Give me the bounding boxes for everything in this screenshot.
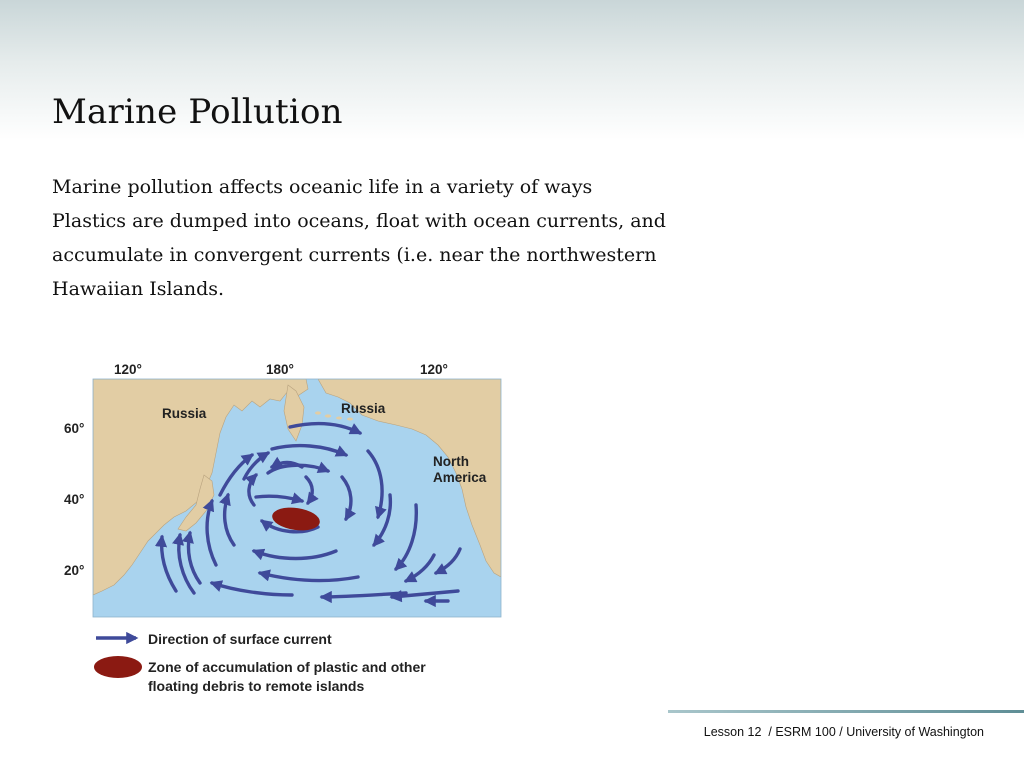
legend-current-label: Direction of surface current <box>148 631 332 647</box>
figure-legend <box>94 631 426 694</box>
longitude-label-120w: 120° <box>114 362 142 377</box>
longitude-label-180: 180° <box>266 362 294 377</box>
longitude-label-120e: 120° <box>420 362 448 377</box>
label-north-america-2: America <box>433 470 487 485</box>
legend-zone-line-2: floating debris to remote islands <box>148 678 365 694</box>
latitude-label-60: 60° <box>64 421 85 436</box>
slide-body <box>52 170 712 306</box>
body-paragraph-2: Plastics are dumped into oceans, float with ocean currents, and accumulate in convergent currents (i.e. near the northwestern Hawaiian Islands. <box>52 210 666 300</box>
body-paragraph-1: Marine pollution affects oceanic life in a variety of ways <box>52 176 593 198</box>
label-russia-east: Russia <box>341 401 386 416</box>
latitude-label-40: 40° <box>64 492 85 507</box>
legend-zone-line-1: Zone of accumulation of plastic and other <box>148 659 426 675</box>
label-russia-west: Russia <box>162 406 207 421</box>
pacific-map <box>64 362 501 617</box>
legend-zone-icon <box>94 656 142 678</box>
pacific-gyre-figure <box>56 355 516 700</box>
slide-title: Marine Pollution <box>52 92 343 132</box>
label-north-america-1: North <box>433 454 469 469</box>
footer-text: Lesson 12 / ESRM 100 / University of Washington <box>703 725 984 739</box>
footer-divider <box>668 710 1024 713</box>
latitude-label-20: 20° <box>64 563 85 578</box>
